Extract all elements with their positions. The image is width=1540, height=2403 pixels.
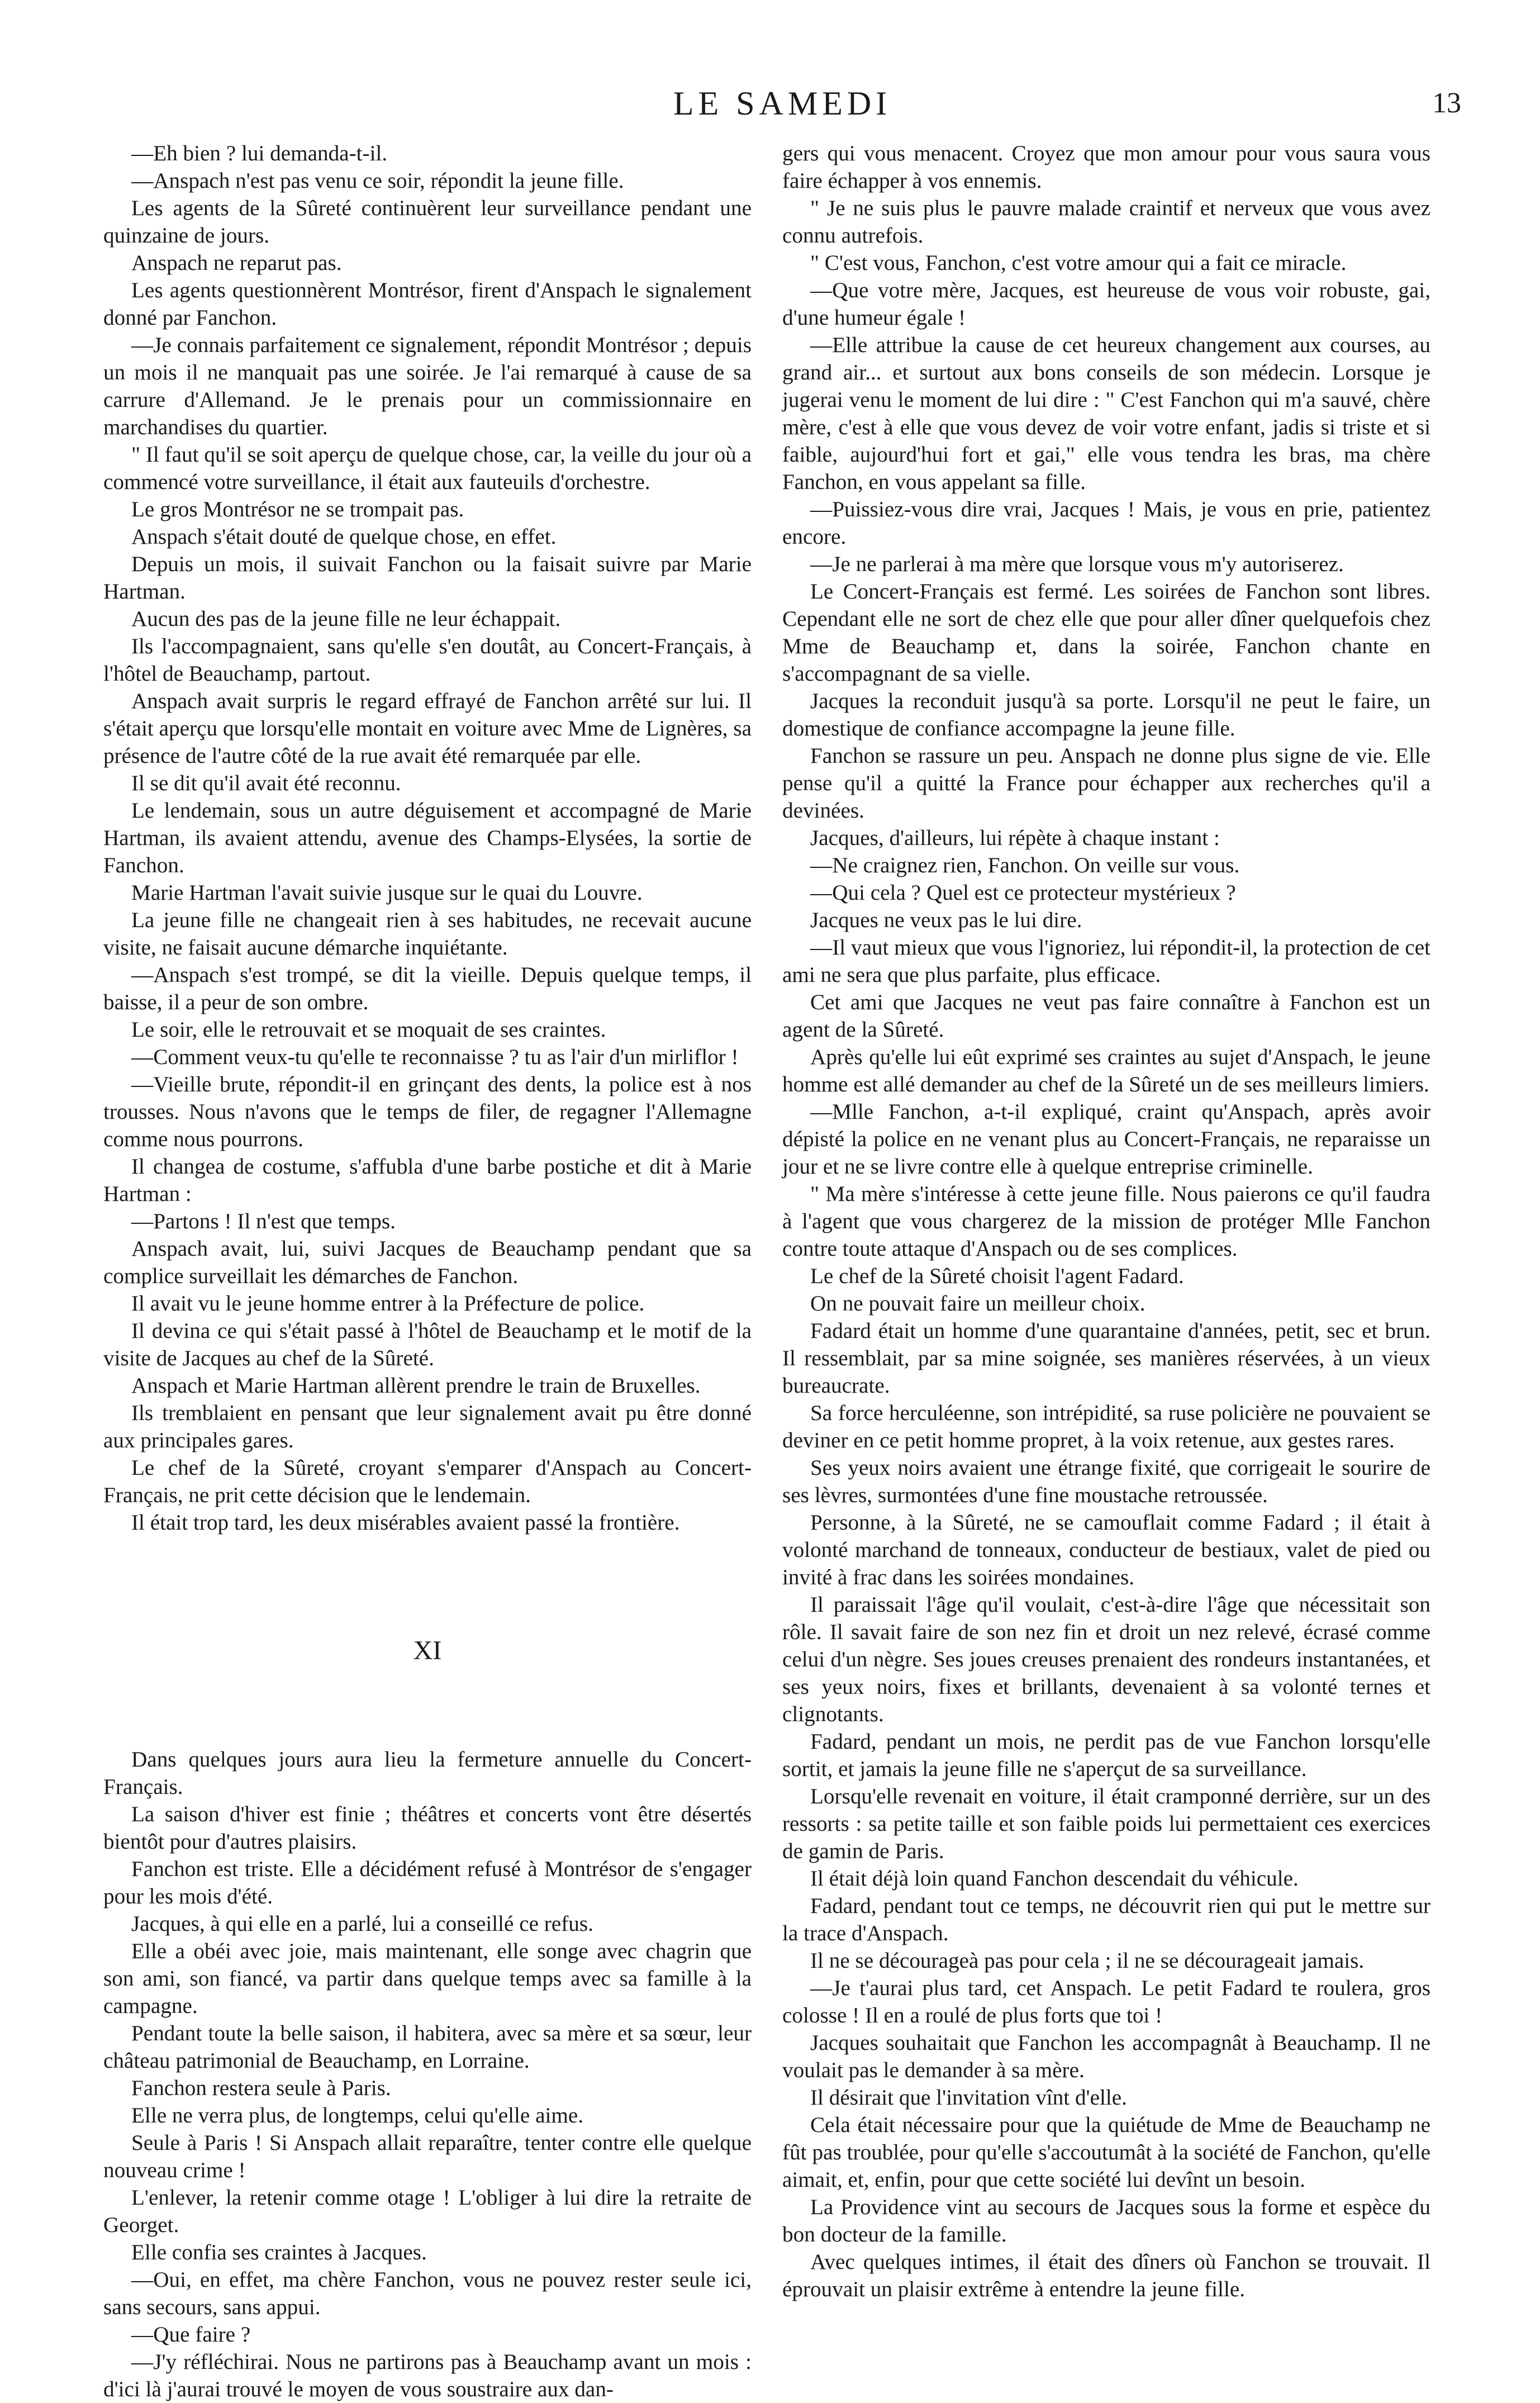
paragraph: Le gros Montrésor ne se trompait pas. [131, 497, 464, 521]
paragraph: —Mlle Fanchon, a-t-il expliqué, craint qu'Anspach, après avoir dépisté la police en ne venant plus au Concert-Français, ne reparaisse un jour et ne se livre contre elle à quelque entreprise criminelle. [782, 1100, 1430, 1179]
paragraph: Sa force herculéenne, son intrépidité, sa ruse policière ne pouvaient se deviner en ce petit homme propret, à la voix retenue, aux gestes rares. [782, 1401, 1430, 1452]
paragraph: —Je t'aurai plus tard, cet Anspach. Le petit Fadard te roulera, gros colosse ! Il en a roulé de plus forts que toi ! [782, 1976, 1430, 2027]
paragraph: L'enlever, la retenir comme otage ! L'obliger à lui dire la retraite de Georget. [103, 2186, 752, 2237]
paragraph: Il était déjà loin quand Fanchon descendait du véhicule. [810, 1867, 1299, 1891]
paragraph: Seule à Paris ! Si Anspach allait reparaître, tenter contre elle quelque nouveau crime ! [103, 2131, 752, 2182]
paragraph: " Je ne suis plus le pauvre malade craintif et nerveux que vous avez connu autrefois. [782, 196, 1430, 248]
paragraph: —Elle attribue la cause de cet heureux changement aux courses, au grand air... et surtout aux bons conseils de son médecin. Lorsque je jugerai venu le moment de lui dire : " C'est Fanchon qui m'a sauvé, chère mère, c'est à elle que vous devez de voir votre enfant, jadis si triste et si faible, aujourd'hui fort et gai," elle vous tendra les bras, ma chère Fanchon, en vous appelant sa fille. [782, 333, 1430, 494]
paragraph: Jacques ne veux pas le lui dire. [810, 908, 1082, 932]
paragraph: Fanchon restera seule à Paris. [131, 2076, 391, 2100]
paragraph: Jacques la reconduit jusqu'à sa porte. Lorsqu'il ne peut le faire, un domestique de confiance accompagne la jeune fille. [782, 689, 1430, 740]
paragraph: —Eh bien ? lui demanda-t-il. [131, 141, 388, 165]
paragraph: —Puissiez-vous dire vrai, Jacques ! Mais, je vous en prie, patientez encore. [782, 497, 1430, 549]
paragraph: Aucun des pas de la jeune fille ne leur échappait. [131, 607, 561, 631]
paragraph: Il se dit qu'il avait été reconnu. [131, 771, 401, 795]
paragraph: —J'y réfléchirai. Nous ne partirons pas à Beauchamp avant un mois : d'ici là j'aurai trouvé le moyen de vous soustraire aux dan- [103, 2350, 752, 2401]
paragraph: Anspach s'était douté de quelque chose, en effet. [131, 525, 557, 549]
paragraph: Le Concert-Français est fermé. Les soirées de Fanchon sont libres. Cependant elle ne sort de chez elle que pour aller dîner quelquefois chez Mme de Beauchamp et, dans la soirée, Fanchon chante en s'accompagnant de sa vielle. [782, 580, 1430, 686]
paragraph: Depuis un mois, il suivait Fanchon ou la faisait suivre par Marie Hartman. [103, 552, 752, 604]
paragraph: —Que votre mère, Jacques, est heureuse de vous voir robuste, gai, d'une humeur égale ! [782, 278, 1430, 330]
paragraph: Jacques, d'ailleurs, lui répète à chaque instant : [810, 826, 1220, 850]
paragraph: Personne, à la Sûreté, ne se camouflait comme Fadard ; il était à volonté marchand de tonneaux, conducteur de bestiaux, valet de pied ou invité à frac dans les soirées mondaines. [782, 1511, 1430, 1589]
paragraph: Il avait vu le jeune homme entrer à la Préfecture de police. [131, 1291, 645, 1316]
paragraph: Pendant toute la belle saison, il habitera, avec sa mère et sa sœur, leur château patrimonial de Beauchamp, en Lorraine. [103, 2021, 752, 2073]
paragraph: Cela était nécessaire pour que la quiétude de Mme de Beauchamp ne fût pas troublée, pour qu'elle s'accoutumât à la société de Fanchon, qu'elle aimait, et, enfin, pour que cette société lui devînt un besoin. [782, 2113, 1430, 2192]
paragraph: —Il vaut mieux que vous l'ignoriez, lui répondit-il, la protection de cet ami ne sera que plus parfaite, plus efficace. [782, 935, 1430, 987]
paragraph: Le chef de la Sûreté, croyant s'emparer d'Anspach au Concert-Français, ne prit cette décision que le lendemain. [103, 1456, 752, 1507]
paragraph: La Providence vint au secours de Jacques sous la forme et espèce du bon docteur de la famille. [782, 2195, 1430, 2247]
paragraph: Dans quelques jours aura lieu la fermeture annuelle du Concert-Français. [103, 1747, 752, 1799]
paragraph: Le soir, elle le retrouvait et se moquait de ses craintes. [131, 1018, 606, 1042]
paragraph: Il changea de costume, s'affubla d'une barbe postiche et dit à Marie Hartman : [103, 1155, 752, 1206]
paragraph: —Vieille brute, répondit-il en grinçant des dents, la police est à nos trousses. Nous n'avons que le temps de filer, de regagner l'Allemagne comme nous pourrons. [103, 1072, 752, 1151]
paragraph: Anspach et Marie Hartman allèrent prendre le train de Bruxelles. [131, 1374, 701, 1398]
paragraph: Le lendemain, sous un autre déguisement et accompagné de Marie Hartman, ils avaient attendu, avenue des Champs-Elysées, la sortie de Fanchon. [103, 799, 752, 877]
paragraph: " C'est vous, Fanchon, c'est votre amour qui a fait ce miracle. [810, 251, 1347, 275]
paragraph: " Il faut qu'il se soit aperçu de quelque chose, car, la veille du jour où a commencé votre surveillance, il était aux fauteuils d'orchestre. [103, 443, 752, 494]
paragraph: Fanchon se rassure un peu. Anspach ne donne plus signe de vie. Elle pense qu'il a quitté la France pour échapper aux recherches qu'il a devinées. [782, 744, 1430, 823]
paragraph: Elle confia ses craintes à Jacques. [131, 2240, 427, 2264]
paragraph: Les agents de la Sûreté continuèrent leur surveillance pendant une quinzaine de jours. [103, 196, 752, 248]
paragraph: Ils l'accompagnaient, sans qu'elle s'en doutât, au Concert-Français, à l'hôtel de Beauchamp, partout. [103, 634, 752, 686]
page-number: 13 [1432, 87, 1461, 119]
paragraph: La jeune fille ne changeait rien à ses habitudes, ne recevait aucune visite, ne faisait aucune démarche inquiétante. [103, 908, 752, 960]
paragraph: —Qui cela ? Quel est ce protecteur mystérieux ? [810, 881, 1236, 905]
paragraph: Fadard était un homme d'une quarantaine d'années, petit, sec et brun. Il ressemblait, par sa mine soignée, ses manières réservées, à un vieux bureaucrate. [782, 1319, 1430, 1398]
paragraph: Elle ne verra plus, de longtemps, celui qu'elle aime. [131, 2103, 584, 2127]
paragraph: Il désirait que l'invitation vînt d'elle. [810, 2086, 1127, 2110]
paragraph: —Que faire ? [131, 2323, 251, 2347]
paragraph: —Partons ! Il n'est que temps. [131, 1209, 396, 1233]
paragraph: Après qu'elle lui eût exprimé ses craintes au sujet d'Anspach, le jeune homme est allé demander au chef de la Sûreté un de ses meilleurs limiers. [782, 1045, 1430, 1096]
paragraph: —Je connais parfaitement ce signalement, répondit Montrésor ; depuis un mois il ne manquait pas une soirée. Je l'ai remarqué à cause de sa carrure d'Allemand. Je le prenais pour un commissionnaire en marchandises du quartier. [103, 333, 752, 439]
paragraph: gers qui vous menacent. Croyez que mon amour pour vous saura vous faire échapper à vos ennemis. [782, 141, 1430, 193]
paragraph: —Comment veux-tu qu'elle te reconnaisse ? tu as l'air d'un mirliflor ! [131, 1045, 739, 1069]
paragraph: On ne pouvait faire un meilleur choix. [810, 1291, 1146, 1316]
paragraph: Lorsqu'elle revenait en voiture, il était cramponné derrière, sur un des ressorts : sa petite taille et son faible poids lui permettaient ces exercices de gamin de Paris. [782, 1784, 1430, 1863]
paragraph: Cet ami que Jacques ne veut pas faire connaître à Fanchon est un agent de la Sûreté. [782, 990, 1430, 1042]
paragraph: Il paraissait l'âge qu'il voulait, c'est-à-dire l'âge que nécessitait son rôle. Il savait faire de son nez fin et droit un nez relevé, écrasé comme celui d'un nègre. Ses joues creuses prenaient des rondeurs instantanées, et ses yeux noirs, fixes et brillants, devenaient à sa volonté ternes et clignotants. [782, 1593, 1430, 1726]
paragraph: Anspach ne reparut pas. [131, 251, 342, 275]
paragraph: " Ma mère s'intéresse à cette jeune fille. Nous paierons ce qu'il faudra à l'agent que vous chargerez de la mission de protéger Mlle Fanchon contre toute attaque d'Anspach ou de ses complices. [782, 1182, 1430, 1261]
paragraph: Ils tremblaient en pensant que leur signalement avait pu être donné aux principales gares. [103, 1401, 752, 1452]
paragraph: Jacques, à qui elle en a parlé, lui a conseillé ce refus. [131, 1912, 593, 1936]
paragraph: —Je ne parlerai à ma mère que lorsque vous m'y autoriserez. [810, 552, 1344, 576]
paragraph: Marie Hartman l'avait suivie jusque sur le quai du Louvre. [131, 881, 643, 905]
page-header [103, 84, 1461, 123]
paragraph: Elle a obéi avec joie, mais maintenant, elle songe avec chagrin que son ami, son fiancé, va partir dans quelque temps avec sa famille à la campagne. [103, 1939, 752, 2018]
paragraph: Jacques souhaitait que Fanchon les accompagnât à Beauchamp. Il ne voulait pas le demander à sa mère. [782, 2031, 1430, 2082]
paragraph: Ses yeux noirs avaient une étrange fixité, que corrigeait le sourire de ses lèvres, surmontées d'une fine moustache retroussée. [782, 1456, 1430, 1507]
paragraph: Il ne se décourageà pas pour cela ; il ne se décourageait jamais. [810, 1949, 1365, 1973]
paragraph: La saison d'hiver est finie ; théâtres et concerts vont être désertés bientôt pour d'autres plaisirs. [103, 1802, 752, 1854]
paragraph: Fadard, pendant tout ce temps, ne découvrit rien qui put le mettre sur la trace d'Anspach. [782, 1894, 1430, 1945]
right-column [782, 140, 1430, 2301]
left-column [103, 140, 752, 2401]
paragraph: Fanchon est triste. Elle a décidément refusé à Montrésor de s'engager pour les mois d'été. [103, 1857, 752, 1908]
paragraph: Il devina ce qui s'était passé à l'hôtel de Beauchamp et le motif de la visite de Jacques au chef de la Sûreté. [103, 1319, 752, 1370]
paragraph: Anspach avait, lui, suivi Jacques de Beauchamp pendant que sa complice surveillait les démarches de Fanchon. [103, 1237, 752, 1288]
paragraph: Les agents questionnèrent Montrésor, firent d'Anspach le signalement donné par Fanchon. [103, 278, 752, 330]
paragraph: —Anspach n'est pas venu ce soir, répondit la jeune fille. [131, 169, 624, 193]
paragraph: —Anspach s'est trompé, se dit la vieille. Depuis quelque temps, il baisse, il a peur de son ombre. [103, 963, 752, 1014]
paragraph: Avec quelques intimes, il était des dîners où Fanchon se trouvait. Il éprouvait un plaisir extrême à entendre la jeune fille. [782, 2250, 1430, 2301]
paragraph: —Ne craignez rien, Fanchon. On veille sur vous. [810, 853, 1240, 877]
paragraph: Il était trop tard, les deux misérables avaient passé la frontière. [131, 1511, 680, 1535]
paragraph: Le chef de la Sûreté choisit l'agent Fadard. [810, 1264, 1184, 1288]
journal-title: LE SAMEDI [673, 85, 892, 122]
paragraph: Anspach avait surpris le regard effrayé de Fanchon arrêté sur lui. Il s'était aperçu que lorsqu'elle montait en voiture avec Mme de Lignères, sa présence de l'autre côté de la rue avait été remarquée par elle. [103, 689, 752, 768]
chapter-heading: XI [413, 1636, 442, 1665]
paragraph: Fadard, pendant un mois, ne perdit pas de vue Fanchon lorsqu'elle sortit, et jamais la jeune fille ne s'aperçut de sa surveillance. [782, 1730, 1430, 1781]
paragraph: —Oui, en effet, ma chère Fanchon, vous ne pouvez rester seule ici, sans secours, sans appui. [103, 2268, 752, 2319]
